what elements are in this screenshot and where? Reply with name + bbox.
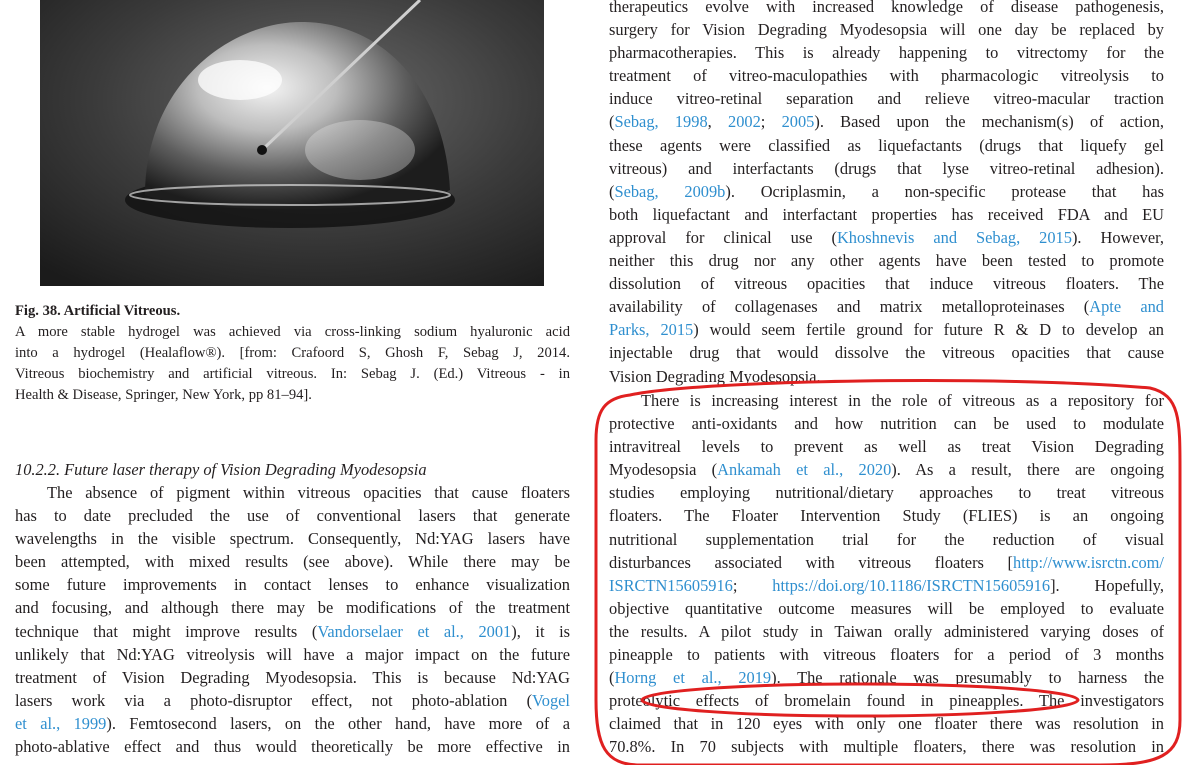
text-run: pineapple to patients with vitreous floaters for a period of 3 months bbox=[609, 645, 1164, 665]
right-column-paragraph-top bbox=[609, 0, 1164, 388]
text-run: pharmacotherapies. This is already happening to vitrectomy for the bbox=[609, 43, 1164, 63]
text-line bbox=[609, 41, 1164, 64]
text-line bbox=[609, 249, 1164, 272]
text-line bbox=[609, 620, 1164, 643]
right-column-paragraph-nutrition bbox=[609, 389, 1164, 759]
text-run: ). However, bbox=[1071, 227, 1164, 247]
text-line bbox=[609, 226, 1164, 249]
text-line bbox=[609, 341, 1164, 364]
text-run: unlikely that Nd:YAG vitreolysis will have a major impact on the future bbox=[15, 644, 570, 664]
text-run: , bbox=[707, 112, 728, 132]
text-run: ). Femtosecond lasers, on the other hand, have more of a bbox=[106, 713, 570, 733]
text-run: ( bbox=[609, 181, 615, 201]
text-line bbox=[609, 458, 1164, 481]
text-line bbox=[609, 689, 1164, 712]
caption-line: Vitreous biochemistry and artificial vitreous. In: Sebag J. (Ed.) Vitreous - in bbox=[15, 366, 570, 382]
text-run: claimed that in 120 eyes with only one floater there was resolution in bbox=[609, 714, 1164, 734]
citation-link[interactable]: Parks, 2015 bbox=[609, 320, 694, 340]
text-line bbox=[609, 318, 1164, 341]
text-run: wavelengths in the visible spectrum. Consequently, Nd:YAG lasers have bbox=[15, 529, 570, 549]
text-line bbox=[609, 110, 1164, 133]
caption-line: A more stable hydrogel was achieved via cross-linking sodium hyaluronic acid bbox=[15, 324, 570, 340]
text-run: treatment of vitreo-maculopathies with pharmacologic vitreolysis to bbox=[609, 66, 1164, 86]
text-run: ; bbox=[760, 112, 782, 132]
citation-link[interactable]: Vogel bbox=[532, 690, 570, 710]
text-line bbox=[609, 504, 1164, 527]
text-run: disturbances associated with vitreous floaters [ bbox=[609, 552, 1013, 572]
text-run: floaters. The Floater Intervention Study (FLIES) is an ongoing bbox=[609, 506, 1164, 526]
text-line bbox=[609, 481, 1164, 504]
text-run: injectable drug that would dissolve the vitreous opacities that cause bbox=[609, 343, 1164, 363]
text-run: ). Based upon the mechanism(s) of action, bbox=[814, 112, 1164, 132]
text-run: ), it is bbox=[511, 621, 570, 641]
text-line bbox=[15, 620, 570, 643]
text-run: has to date precluded the use of conventional lasers that generate bbox=[15, 506, 570, 526]
citation-link[interactable]: 2005 bbox=[781, 112, 815, 132]
text-run: studies employing nutritional/dietary approaches to treat vitreous bbox=[609, 483, 1164, 503]
text-line bbox=[609, 0, 1164, 18]
text-line bbox=[609, 180, 1164, 203]
text-run: lasers work via a photo-disruptor effect, not photo-ablation ( bbox=[15, 690, 533, 710]
text-line bbox=[609, 157, 1164, 180]
text-run: protective anti-oxidants and how nutrition can be used to modulate bbox=[609, 414, 1164, 434]
hydrogel-droplet-illustration bbox=[40, 0, 544, 286]
text-run: There is increasing interest in the role of vitreous as a repository for bbox=[641, 391, 1164, 410]
text-run: therapeutics evolve with increased knowledge of disease pathogenesis, bbox=[609, 0, 1164, 16]
text-line bbox=[609, 295, 1164, 318]
text-line bbox=[15, 596, 570, 619]
text-run: ; bbox=[732, 575, 773, 595]
text-run: intravitreal levels to prevent as well as treat Vision Degrading bbox=[609, 437, 1164, 457]
text-run: induce vitreo-retinal separation and relieve vitreo-macular traction bbox=[609, 89, 1164, 109]
left-column-paragraph bbox=[15, 481, 570, 758]
text-line bbox=[609, 712, 1164, 735]
text-line bbox=[609, 597, 1164, 620]
citation-link[interactable]: Apte and bbox=[1089, 297, 1164, 317]
text-run: surgery for Vision Degrading Myodesopsia will one day be replaced by bbox=[609, 20, 1164, 40]
text-run: technique that might improve results ( bbox=[15, 621, 318, 641]
text-run: ]. Hopefully, bbox=[1050, 575, 1164, 595]
citation-link[interactable]: 2002 bbox=[728, 112, 761, 132]
caption-line: into a hydrogel (Healaflow®). [from: Crafoord S, Ghosh F, Sebag J, 2014. bbox=[15, 345, 570, 361]
citation-link[interactable]: Khoshnevis and Sebag, 2015 bbox=[836, 227, 1072, 247]
text-run: ). Ocriplasmin, a non-specific protease that has bbox=[725, 181, 1164, 201]
text-run: availability of collagenases and matrix metalloproteinases ( bbox=[609, 297, 1090, 317]
section-heading: 10.2.2. Future laser therapy of Vision Degrading Myodesopsia bbox=[15, 460, 427, 479]
text-line bbox=[15, 689, 570, 712]
citation-link[interactable]: Sebag, 2009b bbox=[614, 181, 726, 201]
text-line bbox=[15, 550, 570, 573]
text-run: photo-ablative effect and thus would theoretically be more effective in bbox=[15, 737, 570, 757]
text-run: been attempted, with mixed results (see above). While there may be bbox=[15, 552, 570, 572]
text-run: some future improvements in contact lenses to enhance visualization bbox=[15, 575, 570, 595]
text-line bbox=[15, 643, 570, 666]
text-line bbox=[15, 481, 570, 504]
text-line bbox=[15, 712, 570, 735]
text-run: Vision Degrading Myodesopsia. bbox=[609, 366, 821, 386]
text-run: proteolytic effects of bromelain found in pineapples. The investigators bbox=[609, 691, 1164, 711]
text-run: ). As a result, there are ongoing bbox=[891, 460, 1164, 480]
text-run: treatment of Vision Degrading Myodesopsia. This is because Nd:YAG bbox=[15, 667, 570, 687]
text-line bbox=[609, 574, 1164, 597]
text-run: ). The rationale was presumably to harness the bbox=[771, 668, 1164, 688]
citation-link[interactable]: https://doi.org/10.1186/ISRCTN15605916 bbox=[772, 575, 1051, 595]
text-run: the results. A pilot study in Taiwan orally administered varying doses of bbox=[609, 621, 1164, 641]
text-run: vitreous) and interfactants (drugs that lyse vitreo-retinal adhesion). bbox=[609, 158, 1164, 178]
text-line bbox=[15, 666, 570, 689]
text-line bbox=[609, 666, 1164, 689]
text-run: these agents were classified as liquefactants (drugs that liquefy gel bbox=[609, 135, 1164, 155]
citation-link[interactable]: Sebag, 1998 bbox=[614, 112, 708, 132]
citation-link[interactable]: Ankamah et al., 2020 bbox=[717, 460, 892, 480]
text-line bbox=[609, 365, 1164, 388]
text-run: ( bbox=[609, 668, 615, 688]
text-line bbox=[609, 87, 1164, 110]
text-run: The absence of pigment within vitreous opacities that cause floaters bbox=[47, 483, 570, 502]
figure-photo-artificial-vitreous bbox=[40, 0, 544, 286]
citation-link[interactable]: ISRCTN15605916 bbox=[609, 575, 733, 595]
text-line bbox=[609, 272, 1164, 295]
text-run: ( bbox=[609, 112, 615, 132]
text-line bbox=[609, 643, 1164, 666]
text-line bbox=[15, 573, 570, 596]
citation-link[interactable]: et al., 1999 bbox=[15, 713, 107, 733]
citation-link[interactable]: http://www.isrctn.com/ bbox=[1013, 552, 1164, 572]
citation-link[interactable]: Vandorselaer et al., 2001 bbox=[317, 621, 512, 641]
text-line bbox=[609, 551, 1164, 574]
text-run: 70.8%. In 70 subjects with multiple floaters, there was resolution in bbox=[609, 737, 1164, 757]
text-run: ) would seem fertile ground for future R & D to develop an bbox=[693, 320, 1164, 340]
text-run: Myodesopsia ( bbox=[609, 460, 718, 480]
text-line bbox=[609, 389, 1164, 412]
text-run: approval for clinical use ( bbox=[609, 227, 837, 247]
text-line bbox=[15, 735, 570, 758]
text-line bbox=[15, 527, 570, 550]
text-run: and focusing, and although there may be modifications of the treatment bbox=[15, 598, 570, 618]
citation-link[interactable]: Horng et al., 2019 bbox=[614, 668, 772, 688]
text-line bbox=[609, 134, 1164, 157]
text-run: objective quantitative outcome measures will be employed to evaluate bbox=[609, 598, 1164, 618]
text-run: dissolution of vitreous opacities that induce vitreous floaters. The bbox=[609, 274, 1164, 294]
text-run: nutritional supplementation trial for the reduction of visual bbox=[609, 529, 1164, 549]
text-run: both liquefactant and interfactant properties has received FDA and EU bbox=[609, 204, 1164, 224]
text-line bbox=[15, 504, 570, 527]
figure-caption bbox=[15, 301, 570, 406]
text-line bbox=[609, 435, 1164, 458]
figure-title: Fig. 38. Artificial Vitreous. bbox=[15, 303, 181, 319]
text-line bbox=[609, 64, 1164, 87]
text-line bbox=[609, 203, 1164, 226]
text-line bbox=[609, 735, 1164, 758]
text-line bbox=[609, 18, 1164, 41]
caption-line: Health & Disease, Springer, New York, pp 81–94]. bbox=[15, 387, 312, 403]
text-line bbox=[609, 528, 1164, 551]
text-run: neither this drug nor any other agents have been tested to promote bbox=[609, 251, 1164, 271]
text-line bbox=[609, 412, 1164, 435]
